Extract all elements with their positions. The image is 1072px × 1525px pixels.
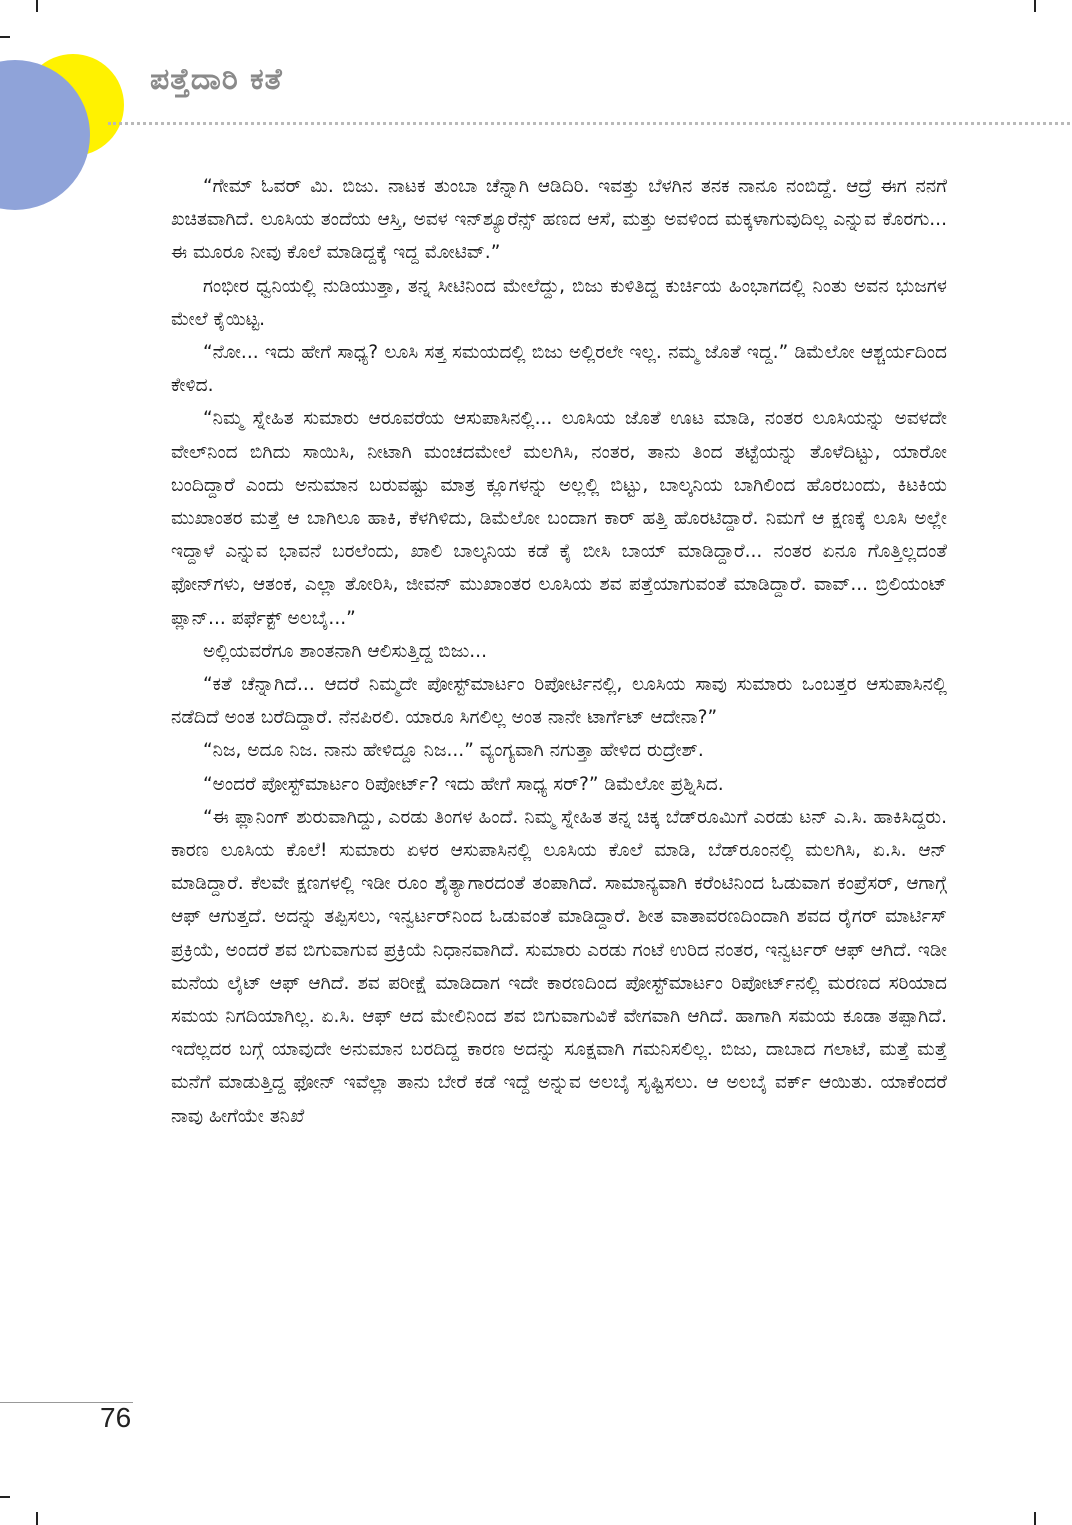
crop-mark-left-bottom <box>0 1496 10 1498</box>
paragraph-7: “ನಿಜ, ಅದೂ ನಿಜ. ನಾನು ಹೇಳಿದ್ದೂ ನಿಜ...” ವ್ಯಂಗ್ಯವಾಗಿ ನಗುತ್ತಾ ಹೇಳಿದ ರುದ್ರೇಶ್. <box>203 740 704 762</box>
paragraph-2: ಗಂಭೀರ ಧ್ವನಿಯಲ್ಲಿ ನುಡಿಯುತ್ತಾ, ತನ್ನ ಸೀಟಿನಿಂದ ಮೇಲೆದ್ದು, ಬಿಜು ಕುಳಿತಿದ್ದ ಕುರ್ಚಿಯ ಹಿಂಭಾಗದಲ್ಲಿ ನಿಂತು ಅವನ ಭುಜಗಳ ಮೇಲೆ ಕೈಯಿಟ್ಟ. <box>171 275 947 330</box>
crop-mark-bottom-left <box>36 1512 38 1525</box>
paragraph-3: “ನೋ... ಇದು ಹೇಗೆ ಸಾಧ್ಯ? ಲೂಸಿ ಸತ್ತ ಸಮಯದಲ್ಲಿ ಬಿಜು ಅಲ್ಲಿರಲೇ ಇಲ್ಲ. ನಮ್ಮ ಜೊತೆ ಇದ್ದ.” ಡಿಮೆಲೋ ಆಶ್ಚರ್ಯದಿಂದ ಕೇಳಿದ. <box>171 342 947 397</box>
paragraph-4: “ನಿಮ್ಮ ಸ್ನೇಹಿತ ಸುಮಾರು ಆರೂವರೆಯ ಆಸುಪಾಸಿನಲ್ಲಿ... ಲೂಸಿಯ ಜೊತೆ ಊಟ ಮಾಡಿ, ನಂತರ ಲೂಸಿಯನ್ನು ಅವಳದೇ ವೇಲ್‌ನಿಂದ ಬಿಗಿದು ಸಾಯಿಸಿ, ನೀಟಾಗಿ ಮಂಚದಮೇಲೆ ಮಲಗಿಸಿ, ನಂತರ, ತಾನು ತಿಂದ ತಟ್ಟೆಯನ್ನು ತೊಳೆದಿಟ್ಟು, ಯಾರೋ ಬಂದಿದ್ದಾರೆ ಎಂದು ಅನುಮಾನ ಬರುವಷ್ಟು ಮಾತ್ರ ಕ್ಲೂಗಳನ್ನು ಅಲ್ಲಲ್ಲಿ ಬಿಟ್ಟು, ಬಾಲ್ಕನಿಯ ಬಾಗಿಲಿಂದ ಹೊರಬಂದು, ಕಿಟಕಿಯ ಮುಖಾಂತರ ಮತ್ತೆ ಆ ಬಾಗಿಲೂ ಹಾಕಿ, ಕೆಳಗಿಳಿದು, ಡಿಮೆಲೋ ಬಂದಾಗ ಕಾರ್ ಹತ್ತಿ ಹೊರಟಿದ್ದಾರೆ. ನಿಮಗೆ ಆ ಕ್ಷಣಕ್ಕೆ ಲೂಸಿ ಅಲ್ಲೇ ಇದ್ದಾಳೆ ಎನ್ನುವ ಭಾವನೆ ಬರಲೆಂದು, ಖಾಲಿ ಬಾಲ್ಕನಿಯ ಕಡೆ ಕೈ ಬೀಸಿ ಬಾಯ್ ಮಾಡಿದ್ದಾರೆ... ನಂತರ ಏನೂ ಗೊತ್ತಿಲ್ಲದಂತೆ ಫೋನ್‌ಗಳು, ಆತಂಕ, ಎಲ್ಲಾ ತೋರಿಸಿ, ಜೀವನ್ ಮುಖಾಂತರ ಲೂಸಿಯ ಶವ ಪತ್ತೆಯಾಗುವಂತೆ ಮಾಡಿದ್ದಾರೆ. ವಾವ್... ಬ್ರಿಲಿಯಂಟ್ ಪ್ಲಾನ್... ಪರ್ಫೆಕ್ಟ್ ಅಲಬೈ...” <box>171 408 947 629</box>
section-title: ಪತ್ತೆದಾರಿ ಕತೆ <box>150 62 283 97</box>
paragraph-1: “ಗೇಮ್ ಓವರ್ ಮಿ. ಬಿಜು. ನಾಟಕ ತುಂಬಾ ಚೆನ್ನಾಗಿ ಆಡಿದಿರಿ. ಇವತ್ತು ಬೆಳಗಿನ ತನಕ ನಾನೂ ನಂಬಿದ್ದೆ. ಆದ್ರೆ ಈಗ ನನಗೆ ಖಚಿತವಾಗಿದೆ. ಲೂಸಿಯ ತಂದೆಯ ಆಸ್ತಿ, ಅವಳ ಇನ್‌ಶ್ಯೂರೆನ್ಸ್ ಹಣದ ಆಸೆ, ಮತ್ತು ಅವಳಿಂದ ಮಕ್ಕಳಾಗುವುದಿಲ್ಲ ಎನ್ನುವ ಕೊರಗು... ಈ ಮೂರೂ ನೀವು ಕೊಲೆ ಮಾಡಿದ್ದಕ್ಕೆ ಇದ್ದ ಮೋಟಿವ್.” <box>171 176 947 264</box>
paragraph-8: “ಅಂದರೆ ಪೋಸ್ಟ್‌ಮಾರ್ಟಂ ರಿಪೋರ್ಟ್? ಇದು ಹೇಗೆ ಸಾಧ್ಯ ಸರ್?” ಡಿಮೆಲೋ ಪ್ರಶ್ನಿಸಿದ. <box>203 773 724 795</box>
header-dotted-divider <box>108 122 1070 125</box>
crop-mark-bottom-right <box>1034 1512 1036 1525</box>
paragraph-6: “ಕತೆ ಚೆನ್ನಾಗಿದೆ... ಆದರೆ ನಿಮ್ಮದೇ ಪೋಸ್ಟ್‌ಮಾರ್ಟಂ ರಿಪೋರ್ಟಿನಲ್ಲಿ, ಲೂಸಿಯ ಸಾವು ಸುಮಾರು ಒಂಬತ್ತರ ಆಸುಪಾಸಿನಲ್ಲಿ ನಡೆದಿದೆ ಅಂತ ಬರೆದಿದ್ದಾರೆ. ನೆನಪಿರಲಿ. ಯಾರೂ ಸಿಗಲಿಲ್ಲ ಅಂತ ನಾನೇ ಟಾರ್ಗೆಟ್ ಆದೇನಾ?” <box>171 674 947 729</box>
story-body <box>171 170 947 1133</box>
paragraph-9: “ಈ ಪ್ಲಾನಿಂಗ್ ಶುರುವಾಗಿದ್ದು, ಎರಡು ತಿಂಗಳ ಹಿಂದೆ. ನಿಮ್ಮ ಸ್ನೇಹಿತ ತನ್ನ ಚಿಕ್ಕ ಬೆಡ್‌ರೂಮಿಗೆ ಎರಡು ಟನ್ ಎ.ಸಿ. ಹಾಕಿಸಿದ್ದರು. ಕಾರಣ ಲೂಸಿಯ ಕೊಲೆ! ಸುಮಾರು ಏಳರ ಆಸುಪಾಸಿನಲ್ಲಿ ಲೂಸಿಯ ಕೊಲೆ ಮಾಡಿ, ಬೆಡ್‌ರೂಂನಲ್ಲಿ ಮಲಗಿಸಿ, ಏ.ಸಿ. ಆನ್ ಮಾಡಿದ್ದಾರೆ. ಕೆಲವೇ ಕ್ಷಣಗಳಲ್ಲಿ ಇಡೀ ರೂಂ ಶೈತ್ಯಾಗಾರದಂತೆ ತಂಪಾಗಿದೆ. ಸಾಮಾನ್ಯವಾಗಿ ಕರೆಂಟಿನಿಂದ ಓಡುವಾಗ ಕಂಪ್ರೆಸರ್, ಆಗಾಗ್ಗೆ ಆಫ್ ಆಗುತ್ತದೆ. ಅದನ್ನು ತಪ್ಪಿಸಲು, ಇನ್ವರ್ಟರ್‌ನಿಂದ ಓಡುವಂತೆ ಮಾಡಿದ್ದಾರೆ. ಶೀತ ವಾತಾವರಣದಿಂದಾಗಿ ಶವದ ರೈಗರ್ ಮಾರ್ಟಿಸ್ ಪ್ರಕ್ರಿಯೆ, ಅಂದರೆ ಶವ ಬಿಗುವಾಗುವ ಪ್ರಕ್ರಿಯೆ ನಿಧಾನವಾಗಿದೆ. ಸುಮಾರು ಎರಡು ಗಂಟೆ ಉರಿದ ನಂತರ, ಇನ್ವರ್ಟರ್ ಆಫ್ ಆಗಿದೆ. ಇಡೀ ಮನೆಯ ಲೈಟ್ ಆಫ್ ಆಗಿದೆ. ಶವ ಪರೀಕ್ಷೆ ಮಾಡಿದಾಗ ಇದೇ ಕಾರಣದಿಂದ ಪೋಸ್ಟ್‌ಮಾರ್ಟಂ ರಿಪೋರ್ಟ್‌ನಲ್ಲಿ ಮರಣದ ಸರಿಯಾದ ಸಮಯ ನಿಗದಿಯಾಗಿಲ್ಲ. ಏ.ಸಿ. ಆಫ್ ಆದ ಮೇಲಿನಿಂದ ಶವ ಬಿಗುವಾಗುವಿಕೆ ವೇಗವಾಗಿ ಆಗಿದೆ. ಹಾಗಾಗಿ ಸಮಯ ಕೂಡಾ ತಪ್ಪಾಗಿದೆ. ಇದೆಲ್ಲದರ ಬಗ್ಗೆ ಯಾವುದೇ ಅನುಮಾನ ಬರದಿದ್ದ ಕಾರಣ ಅದನ್ನು ಸೂಕ್ಷವಾಗಿ ಗಮನಿಸಲಿಲ್ಲ. ಬಿಜು, ದಾಬಾದ ಗಲಾಟೆ, ಮತ್ತೆ ಮತ್ತೆ ಮನೆಗೆ ಮಾಡುತ್ತಿದ್ದ ಫೋನ್ ಇವೆಲ್ಲಾ ತಾನು ಬೇರೆ ಕಡೆ ಇದ್ದೆ ಅನ್ನುವ ಅಲಬೈ ಸೃಷ್ಟಿಸಲು. ಆ ಅಲಬೈ ವರ್ಕ್ ಆಯಿತು. ಯಾಕೆಂದರೆ ನಾವು ಹೀಗೆಯೇ ತನಿಖೆ <box>171 806 947 1127</box>
crop-mark-left-top <box>0 36 10 38</box>
crop-mark-top-right <box>1034 0 1036 12</box>
paragraph-5: ಅಲ್ಲಿಯವರೆಗೂ ಶಾಂತನಾಗಿ ಆಲಿಸುತ್ತಿದ್ದ ಬಿಜು... <box>203 640 487 662</box>
crop-mark-top-left <box>36 0 38 12</box>
page-number: 76 <box>100 1402 132 1433</box>
